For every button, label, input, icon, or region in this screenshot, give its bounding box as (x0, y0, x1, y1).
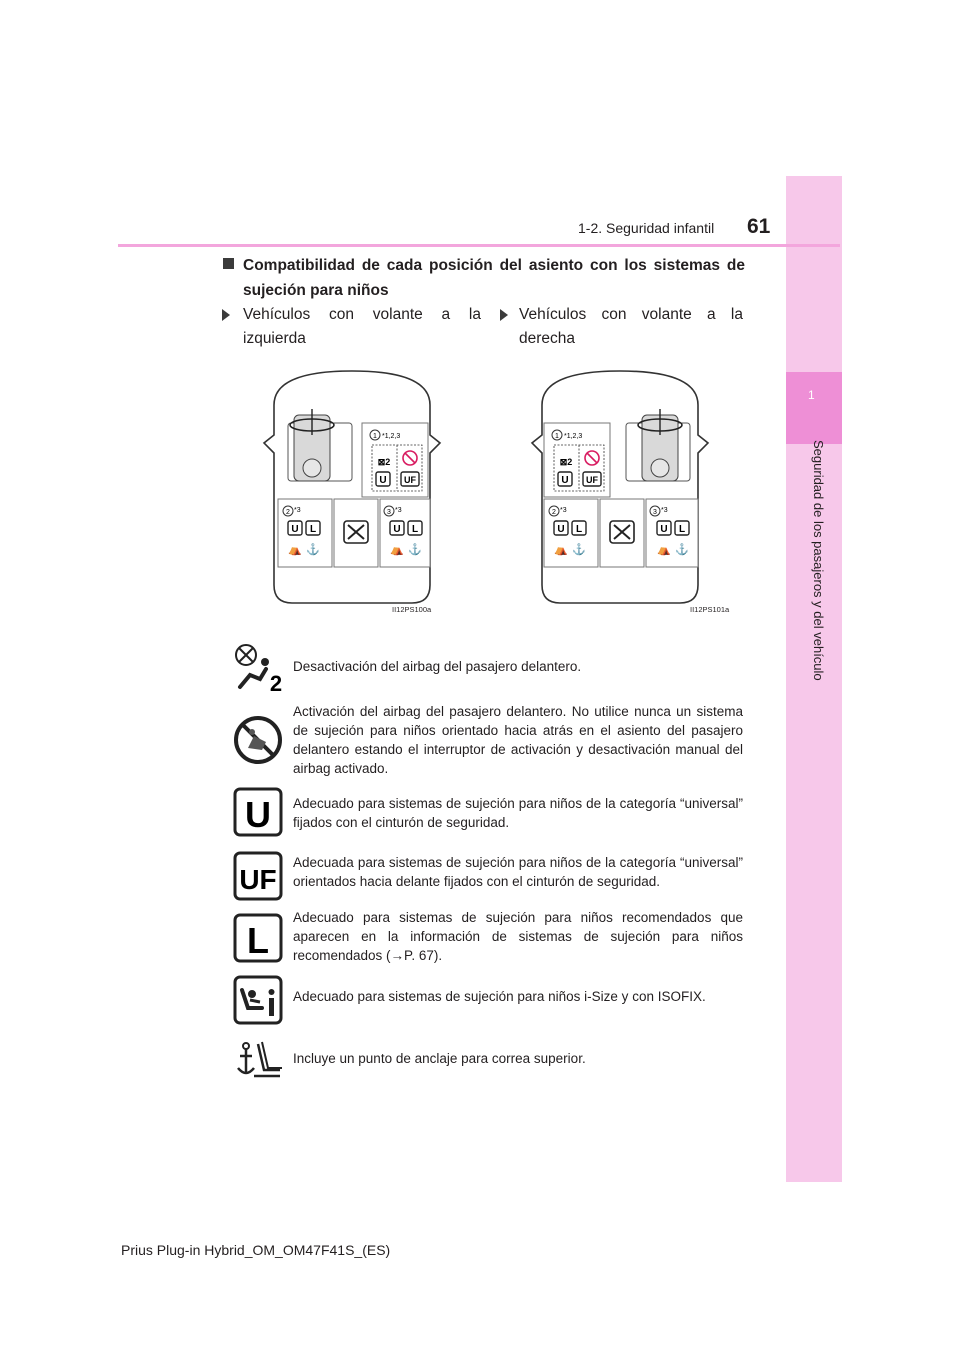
isofix-seat-icon: ⛺ (554, 544, 568, 556)
svg-text:2: 2 (552, 509, 556, 516)
universal-u-icon (232, 786, 284, 838)
svg-text:U: U (561, 475, 569, 486)
svg-text:L: L (575, 524, 583, 535)
isofix-seat-icon: ⛺ (390, 544, 404, 556)
svg-text:2: 2 (269, 671, 283, 693)
airbag-on-prohibit-icon (232, 714, 284, 766)
svg-text:U: U (393, 524, 401, 535)
airbag-off-icon: ⊠2 (377, 457, 391, 467)
svg-text:L: L (247, 920, 269, 961)
svg-text:L: L (411, 524, 419, 535)
airbag-off-icon: ⊠2 (559, 457, 573, 467)
section-title: 1-2. Seguridad infantil (578, 220, 715, 236)
legend-isofix-text: Adecuado para sistemas de sujeción para niños i-Size y con ISOFIX. (293, 989, 706, 1004)
svg-text:U: U (291, 524, 299, 535)
seat-diagram-left-hand-drive (262, 365, 442, 625)
subheading-right-hand-drive: Vehículos con volante a la derecha (519, 306, 743, 347)
page-number: 61 (747, 215, 771, 238)
svg-text:*3: *3 (560, 507, 567, 514)
svg-text:1: 1 (555, 433, 559, 440)
legend-uf-text: Adecuada para sistemas de sujeción para niños de la categoría “universal” orientados hacia delante fijados con el cinturón de seguridad. (293, 855, 743, 889)
heading-bullet-icon (223, 258, 234, 269)
svg-text:UF: UF (586, 475, 598, 485)
driver-seat (626, 409, 690, 481)
svg-text:U: U (245, 794, 271, 835)
svg-text:*1,2,3: *1,2,3 (564, 433, 583, 440)
legend-airbag-off-text: Desactivación del airbag del pasajero delantero. (293, 659, 582, 674)
legend-u-text: Adecuado para sistemas de sujeción para niños de la categoría “universal” fijados con el cinturón de seguridad. (293, 796, 743, 830)
svg-text:2: 2 (286, 509, 290, 516)
seat-diagram-right-hand-drive (530, 365, 710, 625)
driver-icon (651, 459, 669, 477)
svg-text:U: U (660, 524, 668, 535)
footer-manual-code: Prius Plug-in Hybrid_OM_OM47F41S_(ES) (121, 1242, 391, 1258)
svg-text:*3: *3 (294, 507, 301, 514)
top-tether-anchor-icon (232, 1034, 284, 1086)
svg-text:U: U (557, 524, 565, 535)
svg-text:*3: *3 (661, 507, 668, 514)
driver-seat (288, 409, 352, 481)
universal-uf-icon (232, 850, 284, 902)
legend-l-text: Adecuado para sistemas de sujeción para niños recomendados que aparecen en la información de sistemas de sujeción para niños recomendados (→P. 67). (293, 910, 743, 963)
chapter-number: 1 (808, 388, 815, 402)
legend-airbag-on-text: Activación del airbag del pasajero delantero. No utilice nunca un sistema de sujeción para niños orientado hacia atrás en el asiento del pasajero delantero estando el interruptor de activación y desactivación manual del airbag activado. (293, 704, 743, 776)
svg-text:*1,2,3: *1,2,3 (382, 433, 401, 440)
svg-text:UF: UF (239, 864, 277, 895)
airbag-off-icon (232, 641, 284, 693)
figure-code: II12PS100a (392, 605, 432, 614)
top-tether-anchor-icon: ⚓ (306, 544, 320, 556)
isofix-seat-icon (232, 974, 284, 1026)
svg-text:L: L (678, 524, 686, 535)
section-heading: Compatibilidad de cada posición del asiento con los sistemas de sujeción para niños (243, 257, 745, 299)
top-tether-anchor-icon: ⚓ (408, 544, 422, 556)
driver-icon (303, 459, 321, 477)
svg-text:U: U (379, 475, 387, 486)
legend-tether-text: Incluye un punto de anclaje para correa superior. (293, 1051, 586, 1066)
isofix-seat-icon: ⛺ (657, 544, 671, 556)
svg-text:3: 3 (653, 509, 657, 516)
header-rule (118, 244, 840, 247)
svg-text:L: L (309, 524, 317, 535)
subheading-arrow-icon (222, 309, 230, 321)
top-tether-anchor-icon: ⚓ (675, 544, 689, 556)
svg-text:UF: UF (404, 475, 416, 485)
isofix-seat-icon: ⛺ (288, 544, 302, 556)
subheading-arrow-icon (500, 309, 508, 321)
subheading-left-hand-drive: Vehículos con volante a la izquierda (243, 306, 481, 347)
recommended-l-icon (232, 912, 284, 964)
figure-code: II12PS101a (690, 605, 730, 614)
svg-text:*3: *3 (395, 507, 402, 514)
svg-text:1: 1 (373, 433, 377, 440)
svg-text:3: 3 (387, 509, 391, 516)
side-tab-active-chapter[interactable] (786, 372, 842, 444)
chapter-title: Seguridad de los pasajeros y del vehículo (811, 440, 826, 681)
top-tether-anchor-icon: ⚓ (572, 544, 586, 556)
